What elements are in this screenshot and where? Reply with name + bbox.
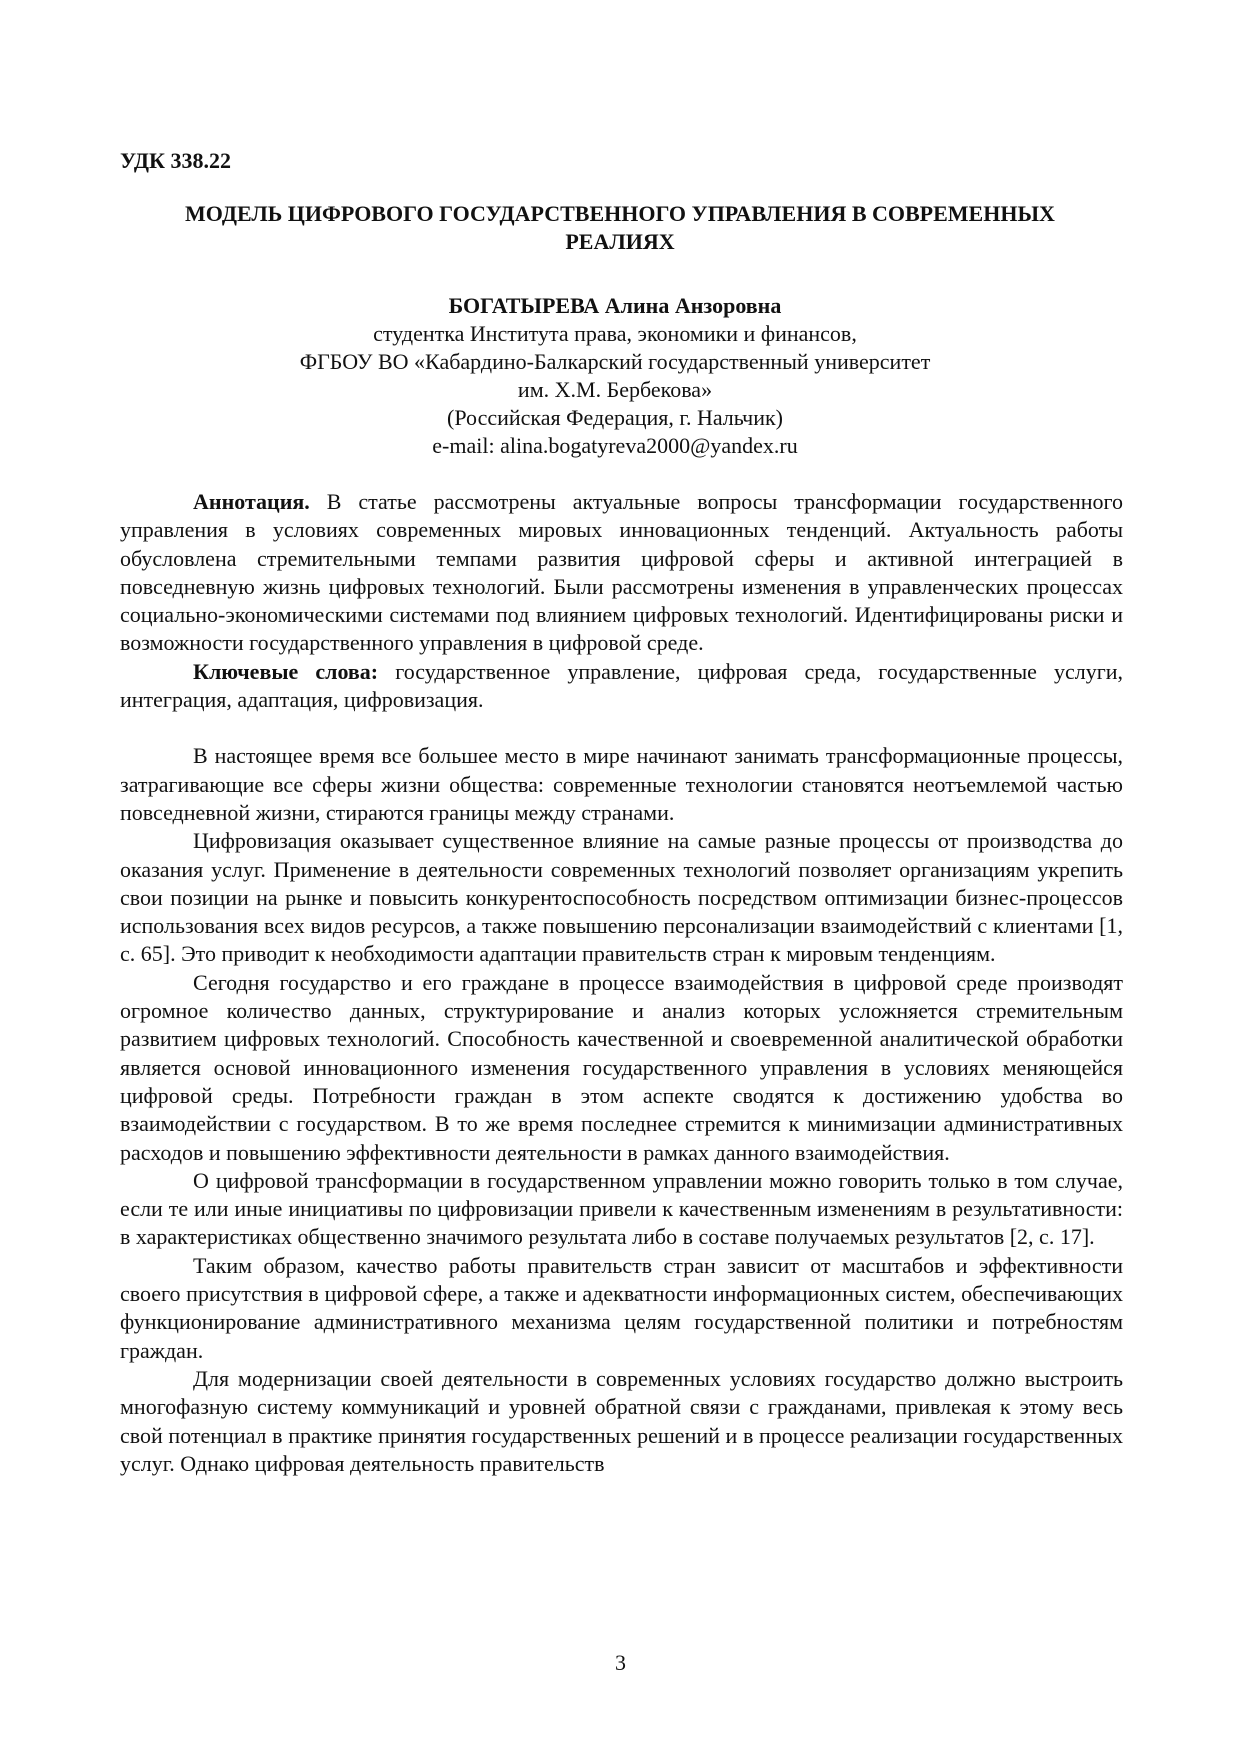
title-line-1: МОДЕЛЬ ЦИФРОВОГО ГОСУДАРСТВЕННОГО УПРАВЛЕНИЯ В СОВРЕМЕННЫХ: [185, 201, 1055, 226]
article-body: [120, 488, 1123, 1478]
paragraph-4: О цифровой трансформации в государственном управлении можно говорить только в том случае, если те или иные инициативы по цифровизации привели к качественным изменениям в результативности: в характеристиках общественно значимого результата либо в составе получаемых результатов [2, с. 17].: [120, 1167, 1123, 1250]
author-affiliation-1: студентка Института права, экономики и финансов,: [373, 321, 857, 346]
keywords: [120, 658, 1123, 715]
author-location: (Российская Федерация, г. Нальчик): [447, 405, 783, 430]
author-block: [200, 292, 1030, 460]
paragraph-5: Таким образом, качество работы правительств стран зависит от масштабов и эффективности своего присутствия в цифровой сфере, а также и адекватности информационных систем, обеспечивающих функционирование административного механизма целям государственной политики и потребностям граждан.: [120, 1252, 1123, 1363]
paragraph-6: Для модернизации своей деятельности в современных условиях государство должно выстроить многофазную систему коммуникаций и уровней обратной связи с гражданами, привлекая к этому весь свой потенциал в практике принятия государственных решений и в процессе реализации государственных услуг. Однако цифровая деятельность правительств: [120, 1365, 1123, 1476]
abstract-text: В статье рассмотрены актуальные вопросы трансформации государственного управления в условиях современных мировых инновационных тенденций. Актуальность работы обусловлена стремительными темпами развития цифровой сферы и активной интеграцией в повседневную жизнь цифровых технологий. Были рассмотрены изменения в управленческих процессах социально-экономическими системами под влиянием цифровых технологий. Идентифицированы риски и возможности государственного управления в цифровой среде.: [120, 489, 1123, 656]
author-name: БОГАТЫРЕВА Алина Анзоровна: [448, 293, 782, 318]
paragraph-1: В настоящее время все большее место в мире начинают занимать трансформационные процессы, затрагивающие все сферы жизни общества: современные технологии становятся неотъемлемой частью повседневной жизни, стираются границы между странами.: [120, 743, 1123, 825]
title-line-2: РЕАЛИЯХ: [565, 229, 675, 254]
paragraph-2: Цифровизация оказывает существенное влияние на самые разные процессы от производства до оказания услуг. Применение в деятельности современных технологий позволяет организациям укрепить свои позиции на рынке и повысить конкурентоспособность посредством оптимизации бизнес-процессов использования всех видов ресурсов, а также повышению персонализации взаимодействий с клиентами [1, с. 65]. Это приводит к необходимости адаптации правительств стран к мировым тенденциям.: [120, 828, 1123, 967]
keywords-label: Ключевые слова:: [193, 658, 379, 684]
keywords-text: государственное управление, цифровая среда, государственные услуги, интеграция, адаптация, цифровизация.: [120, 658, 1123, 713]
article-title: [100, 200, 1140, 256]
author-email: e-mail: alina.bogatyreva2000@yandex.ru: [432, 433, 798, 458]
paragraph-3: Сегодня государство и его граждане в процессе взаимодействия в цифровой среде производят огромное количество данных, структурирование и анализ которых усложняется стремительным развитием цифровых технологий. Способность качественной и своевременной аналитической обработки является основой инновационного изменения государственного управления в условиях меняющейся цифровой среды. Потребности граждан в этом аспекте сводятся к достижению удобства во взаимодействии с государством. В то же время последнее стремится к минимизации административных расходов и повышению эффективности деятельности в рамках данного взаимодействия.: [120, 969, 1123, 1165]
abstract: [120, 488, 1123, 658]
author-affiliation-2: ФГБОУ ВО «Кабардино-Балкарский государственный университет: [299, 349, 931, 374]
udk-code: УДК 338.22: [120, 148, 232, 173]
page-number: 3: [615, 1650, 626, 1675]
author-affiliation-3: им. Х.М. Бербекова»: [517, 377, 713, 402]
abstract-label: Аннотация.: [193, 489, 310, 514]
